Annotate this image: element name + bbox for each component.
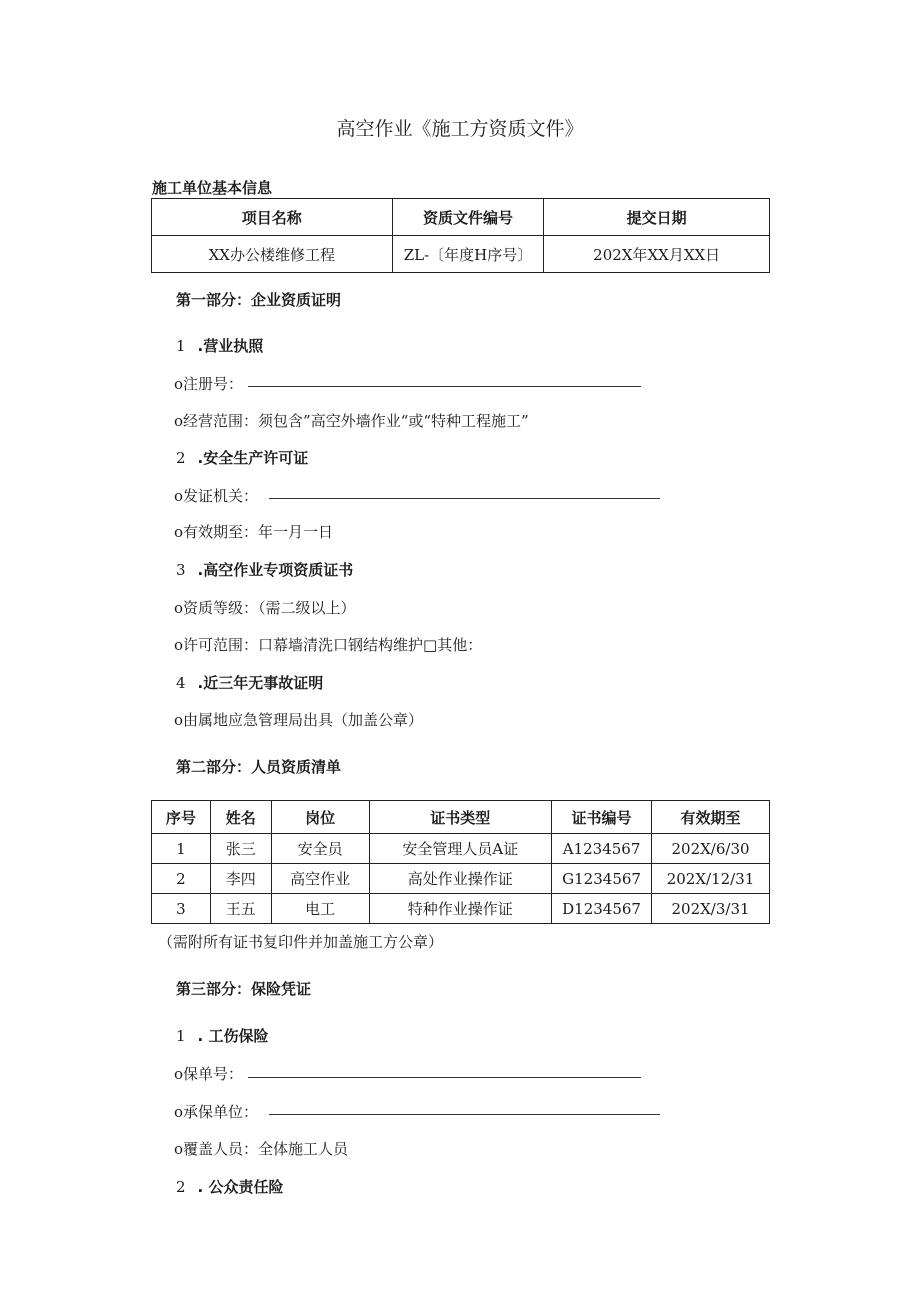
section-title: .近三年无事故证明 [197,674,324,692]
part3-heading: 第三部分：保险凭证 [176,980,312,998]
part3-section1-heading [176,1025,268,1046]
section-title: . 工伤保险 [197,1027,269,1045]
table-row [152,894,770,924]
section-title: .高空作业专项资质证书 [197,561,354,579]
part2-heading: 第二部分：人员资质清单 [176,758,342,776]
document-title: 高空作业《施工方资质文件》 [336,118,584,140]
cell-name: 李四 [210,864,271,894]
basic-info-heading: 施工单位基本信息 [152,179,273,197]
cell-cert-type: 高处作业操作证 [369,864,552,894]
personnel-table [151,800,770,924]
cell-cert-type: 安全管理人员A证 [369,834,552,864]
issuing-authority-blank [269,498,660,499]
header-name: 姓名 [210,801,271,834]
license-scope-item: o许可范围：口幕墙清洗口钢结构维护□其他： [174,636,483,654]
section-number: 1 [176,1027,186,1045]
section-title: . 公众责任险 [197,1178,284,1196]
header-submit-date: 提交日期 [544,199,770,236]
personnel-note: （需附所有证书复印件并加盖施工方公章） [158,933,444,951]
section-number: 1 [176,337,186,355]
header-cert-number: 证书编号 [552,801,652,834]
registration-number-label: o注册号： [174,375,244,393]
cell-name: 张三 [210,834,271,864]
value-doc-number: ZL-〔年度H序号〕 [392,236,544,273]
cell-name: 王五 [210,894,271,924]
insurer-label: o承保单位： [174,1103,259,1121]
table-row [152,864,770,894]
header-seq: 序号 [152,801,211,834]
cell-position: 高空作业 [271,864,369,894]
section-title: .营业执照 [197,337,264,355]
header-position: 岗位 [271,801,369,834]
business-scope-item: o经营范围：须包含”高空外墙作业“或“特种工程施工” [174,412,529,430]
cell-seq: 3 [152,894,211,924]
policy-number-blank [248,1077,641,1078]
part1-section4-heading [176,672,323,693]
policy-number-label: o保单号： [174,1065,244,1083]
part1-section3-heading [176,559,353,580]
header-valid-until: 有效期至 [652,801,770,834]
valid-until-item: o有效期至：年一月一日 [174,523,334,541]
coverage-item: o覆盖人员：全体施工人员 [174,1140,349,1158]
qualification-level-item: o资质等级：（需二级以上） [174,599,356,617]
cell-cert-number: G1234567 [552,864,652,894]
section-number: 4 [176,674,186,692]
part1-section1-heading [176,335,263,356]
part1-section2-heading [176,447,308,468]
header-doc-number: 资质文件编号 [392,199,544,236]
cell-cert-number: A1234567 [552,834,652,864]
table-row [152,834,770,864]
insurer-blank [269,1114,660,1115]
part1-heading: 第一部分：企业资质证明 [176,291,342,309]
section-number: 3 [176,561,186,579]
cell-valid-until: 202X/6/30 [652,834,770,864]
cell-position: 电工 [271,894,369,924]
no-accident-proof-item: o由属地应急管理局出具（加盖公章） [174,711,424,729]
header-cert-type: 证书类型 [369,801,552,834]
basic-info-table [151,198,770,273]
section-title: .安全生产许可证 [197,449,309,467]
cell-seq: 2 [152,864,211,894]
section-number: 2 [176,449,186,467]
basic-info-value-row [152,236,770,273]
personnel-header-row [152,801,770,834]
issuing-authority-label: o发证机关： [174,487,259,505]
value-submit-date: 202X年XX月XX日 [544,236,770,273]
cell-seq: 1 [152,834,211,864]
registration-number-blank [248,386,641,387]
cell-valid-until: 202X/3/31 [652,894,770,924]
cell-cert-type: 特种作业操作证 [369,894,552,924]
basic-info-header-row [152,199,770,236]
value-project-name: XX办公楼维修工程 [152,236,393,273]
cell-cert-number: D1234567 [552,894,652,924]
header-project-name: 项目名称 [152,199,393,236]
section-number: 2 [176,1178,186,1196]
cell-valid-until: 202X/12/31 [652,864,770,894]
part3-section2-heading [176,1176,283,1197]
cell-position: 安全员 [271,834,369,864]
